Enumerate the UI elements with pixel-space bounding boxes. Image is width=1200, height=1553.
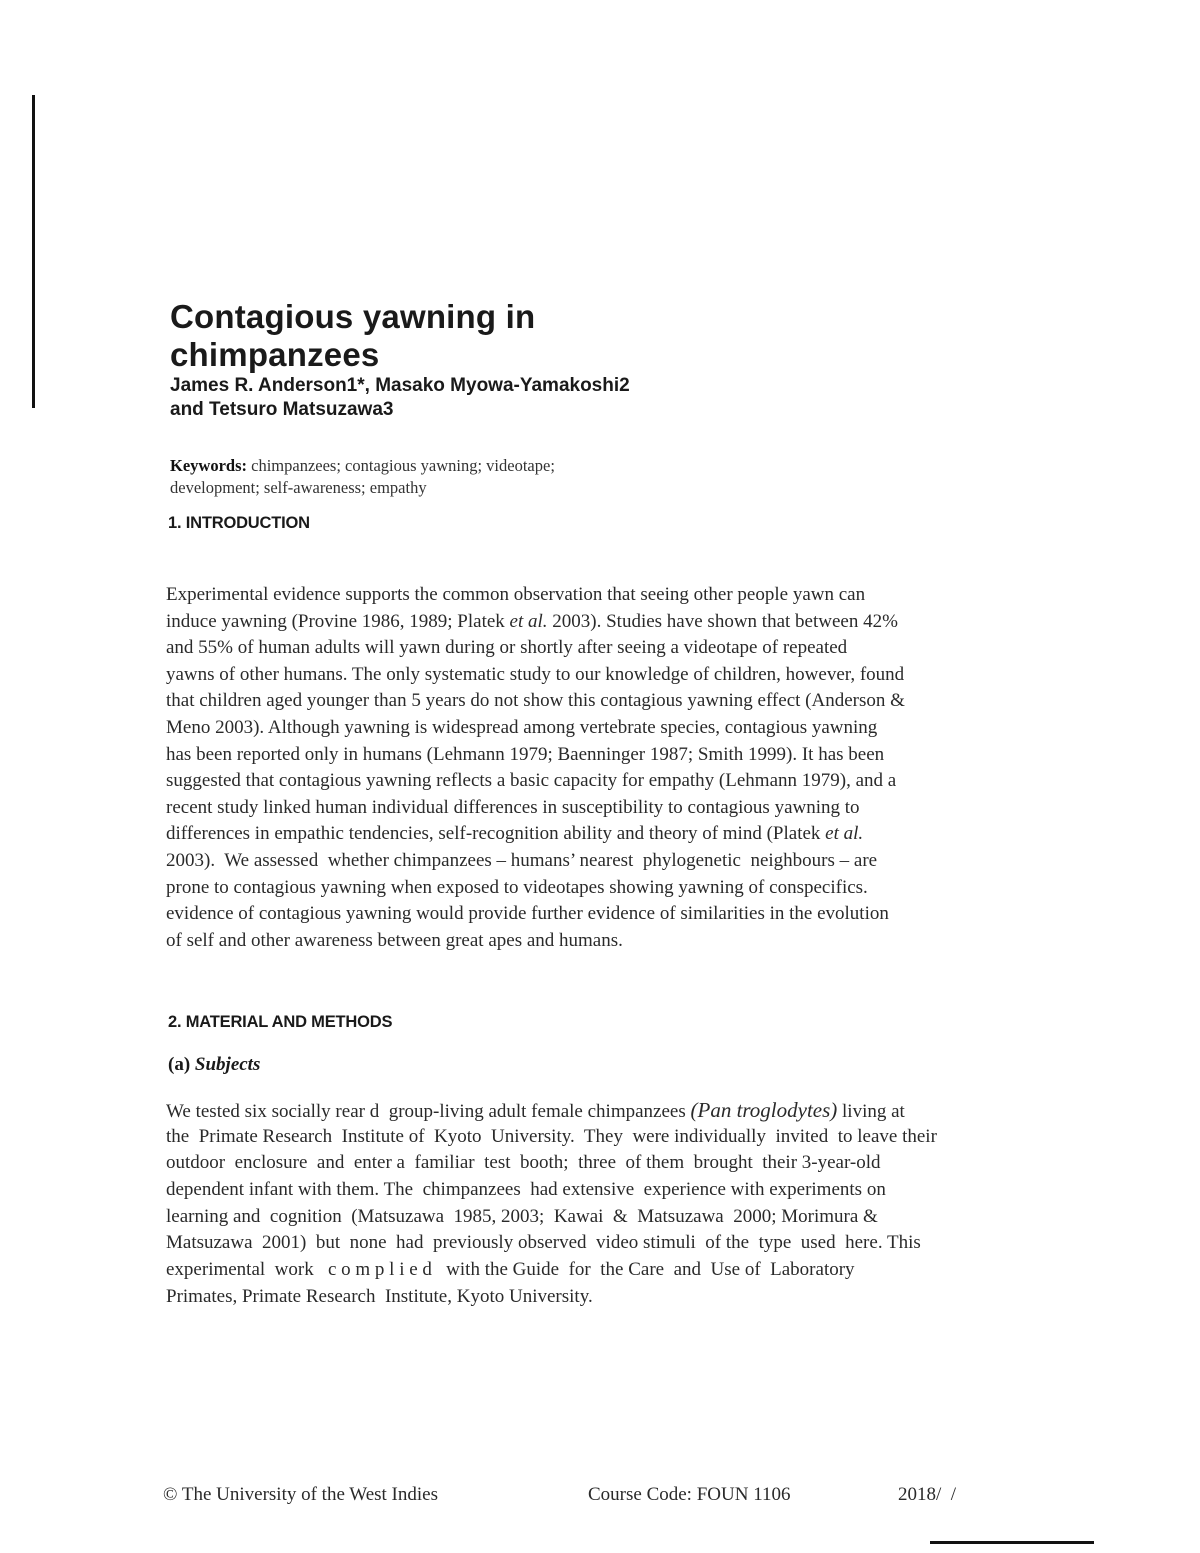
subsection-title: Subjects: [194, 1054, 261, 1075]
paragraph-line: suggested that contagious yawning reflects a basic capacity for empathy (Lehmann 1979), and a: [166, 770, 897, 792]
keywords-line-2: development; self-awareness; empathy: [170, 478, 427, 497]
paragraph-line: induce yawning (Provine 1986, 1989; Platek et al. 2003). Studies have shown that between 42%: [166, 610, 898, 632]
paragraph-line: has been reported only in humans (Lehmann 1979; Baenninger 1987; Smith 1999). It has been: [166, 743, 885, 765]
paragraph-line: yawns of other humans. The only systematic study to our knowledge of children, however, found: [166, 663, 905, 685]
paragraph-line: Meno 2003). Although yawning is widespread among vertebrate species, contagious yawning: [166, 716, 878, 738]
paragraph-line: and 55% of human adults will yawn during or shortly after seeing a videotape of repeated: [166, 637, 848, 659]
keywords-line-1: [170, 455, 770, 477]
subsection-label: (a): [168, 1054, 195, 1075]
italic-species-name: (Pan troglodytes): [690, 1098, 838, 1122]
footer-year: 2018/ /: [898, 1484, 957, 1505]
paragraph-line: experimental work c o m p l i e d with the Guide for the Care and Use of Laboratory: [166, 1259, 855, 1281]
paragraph-line: dependent infant with them. The chimpanzees had extensive experience with experiments on: [166, 1179, 886, 1201]
paragraph-line: evidence of contagious yawning would provide further evidence of similarities in the evolution: [166, 903, 889, 925]
authors-line-1: James R. Anderson1*, Masako Myowa-Yamakoshi2: [170, 375, 630, 396]
paragraph-line: recent study linked human individual differences in susceptibility to contagious yawning to: [166, 796, 860, 818]
footer-copyright: © The University of the West Indies: [163, 1484, 438, 1505]
introduction-paragraph: [166, 582, 905, 954]
footer-course-code: Course Code: FOUN 1106: [588, 1484, 791, 1505]
italic-et-al: et al.: [509, 610, 548, 632]
authors-line-2: and Tetsuro Matsuzawa3: [170, 399, 394, 420]
paragraph-line: prone to contagious yawning when exposed to videotapes showing yawning of conspecifics.: [166, 876, 868, 898]
keywords-text-1: chimpanzees; contagious yawning; videotape;: [247, 456, 555, 475]
paragraph-line: Primates, Primate Research Institute, Kyoto University.: [166, 1285, 593, 1307]
article-title-line-2: chimpanzees: [170, 336, 380, 373]
paragraph-line: differences in empathic tendencies, self-recognition ability and theory of mind (Platek et al.: [166, 823, 864, 845]
paragraph-line: 2003). We assessed whether chimpanzees – humans’ nearest phylogenetic neighbours – are: [166, 849, 878, 871]
section-heading-introduction: 1. INTRODUCTION: [168, 514, 310, 532]
paragraph-line: the Primate Research Institute of Kyoto University. They were individually invited to leave their: [166, 1125, 937, 1147]
keywords-block: [170, 455, 770, 499]
paragraph-line: We tested six socially rear d group-living adult female chimpanzees (Pan troglodytes) living at: [166, 1098, 905, 1122]
subsection-heading-subjects: [168, 1054, 260, 1076]
margin-change-bar: [32, 95, 35, 408]
section-heading-methods: 2. MATERIAL AND METHODS: [168, 1013, 393, 1031]
paragraph-line: Experimental evidence supports the common observation that seeing other people yawn can: [166, 584, 866, 605]
article-header: [170, 298, 630, 422]
italic-et-al: et al.: [825, 823, 864, 845]
paragraph-line: that children aged younger than 5 years do not show this contagious yawning effect (Anderson &: [166, 690, 905, 712]
keywords-label: Keywords:: [170, 456, 247, 475]
paragraph-line: Matsuzawa 2001) but none had previously observed video stimuli of the type used here. This: [166, 1232, 921, 1254]
paragraph-line: learning and cognition (Matsuzawa 1985, 2003; Kawai & Matsuzawa 2000; Morimura &: [166, 1205, 878, 1227]
subjects-paragraph: [166, 1097, 937, 1311]
article-title-line-1: Contagious yawning in: [170, 298, 536, 335]
paragraph-line: outdoor enclosure and enter a familiar test booth; three of them brought their 3-year-old: [166, 1152, 881, 1174]
paragraph-line: of self and other awareness between great apes and humans.: [166, 929, 623, 951]
footer-rule: [930, 1541, 1094, 1544]
